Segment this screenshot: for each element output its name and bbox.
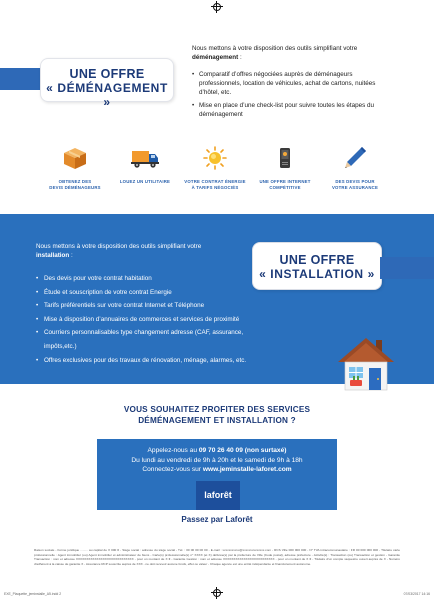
installation-offer-box: [252, 242, 382, 290]
website-link[interactable]: www.jeminstalle-laforet.com: [202, 466, 292, 474]
moving-bullet: • Mise en place d’une check-list pour suivre toutes les étapes du déménagement: [192, 101, 392, 119]
service-quotes: OBTENEZ DES DEVIS DÉMÉNAGEURS: [40, 146, 110, 190]
crop-mark-top: [211, 1, 223, 13]
moving-offer-box: [40, 58, 174, 109]
legal-notice: Raison sociale - Forme juridique ......... au capital de X 000 € - Siège social : adresse du siège social - Tél. : 00 00 00 00 00 - E-mail : xxxxxxxxxxx@xxxxxxxxxxxxxx.com - RCS Ville 000 000 000 - N° TVA intracommunautaire : FR 00 000 000 000 - Titulaire carte professionnelle : Agent immobilier (ou) Agent immobilier et administrateur de biens - Carte(s) professionnelle(s) n° XXXX (et X) délivrée(s) par la préfecture de Ville (Code postal), adresse préfecture - Activité(s) : Transaction (ou) Transaction et gestion - Garantie Transaction : nom et adresse XXXXXXXXXXXXXXXXXXXXXXXXXXXX - pour un montant de X € - Garantie Gestion : nom et adresse XXXXXXXXXXXXXXXXXXXXXXXXX - pour un montant de X € - Titulaire d'un compte séquestre ouvert auprès de X - Numéro d'adhérent à la caisse de garantie X - Assurance RCP souscrite auprès de XXX - ne doit recevoir aucune fonds, effet ou valeur - Chaque agence est une entité indépendante et financièrement autonome.: [34, 548, 400, 566]
service-energy: VOTRE CONTRAT ÉNERGIE À TARIFS NÉGOCIÉS: [180, 146, 250, 190]
moving-bullet: • Comparatif d’offres négociées auprès de déménageurs professionnels, location de véhicules, achat de cartons, nuitées d’hôtel, etc.: [192, 70, 392, 98]
moving-box-icon: [62, 146, 88, 170]
print-file-name: EXE_Plaquette_jeminstalle_A5.indd 2: [4, 592, 62, 596]
installation-offer-line2: « INSTALLATION »: [259, 267, 375, 281]
contact-website-line: Connectez-vous sur www.jeminstalle-laforet.com: [142, 466, 292, 474]
service-van: LOUEZ UN UTILITAIRE: [110, 146, 180, 185]
service-insurance: DES DEVIS POUR VOTRE ASSURANCE: [320, 146, 390, 190]
installation-offer-bar: [380, 257, 434, 279]
contact-phone-line: Appelez-nous au 09 70 26 40 09 (non surtaxé): [147, 447, 287, 454]
moving-services-icons: [40, 146, 390, 206]
services-question: VOUS SOUHAITEZ PROFITER DES SERVICES DÉMÉNAGEMENT ET INSTALLATION ?: [123, 405, 311, 425]
house-icon: [336, 334, 396, 392]
service-internet: UNE OFFRE INTERNET COMPÉTITIVE: [250, 146, 320, 190]
laforet-logo: laforêt: [196, 481, 240, 510]
installation-intro: Nous mettons à votre disposition des outils simplifiant votre installation :: [36, 243, 202, 259]
installation-bullet: • Des devis pour votre contrat habitation: [36, 272, 268, 286]
internet-box-icon: [272, 146, 298, 170]
sun-energy-icon: [202, 146, 228, 170]
moving-bullets: [192, 70, 392, 119]
installation-offer-line1: UNE OFFRE: [279, 253, 355, 267]
installation-bullet: • Tarifs préférentiels sur votre contrat Internet et Téléphone: [36, 299, 268, 313]
installation-bullets: [36, 272, 268, 367]
print-timestamp: 07/03/2017 14:16: [403, 592, 430, 596]
installation-bullet: • Offres exclusives pour des travaux de rénovation, ménage, alarmes, etc.: [36, 354, 268, 368]
moving-offer-line1: UNE OFFRE: [69, 67, 145, 81]
installation-bullet: • Mise à disposition d’annuaires de commerces et services de proximité: [36, 313, 268, 327]
crop-mark-bottom: [211, 587, 223, 599]
contact-hours: Du lundi au vendredi de 9h à 20h et le samedi de 9h à 18h: [131, 456, 303, 464]
moving-intro: Nous mettons à votre disposition des outils simplifiant votre déménagement :: [192, 45, 358, 61]
installation-bullet: • Étude et souscription de votre contrat Energie: [36, 286, 268, 300]
brand-tagline: Passez par Laforêt: [181, 515, 253, 524]
installation-bullet: • Courriers personnalisables type changement adresse (CAF, assurance, impôts,etc.): [36, 326, 268, 353]
moving-offer-line2: « DÉMÉNAGEMENT »: [46, 81, 168, 109]
truck-icon: [130, 146, 160, 170]
phone-number[interactable]: 09 70 26 40 09: [198, 447, 243, 454]
pen-icon: [342, 146, 368, 170]
